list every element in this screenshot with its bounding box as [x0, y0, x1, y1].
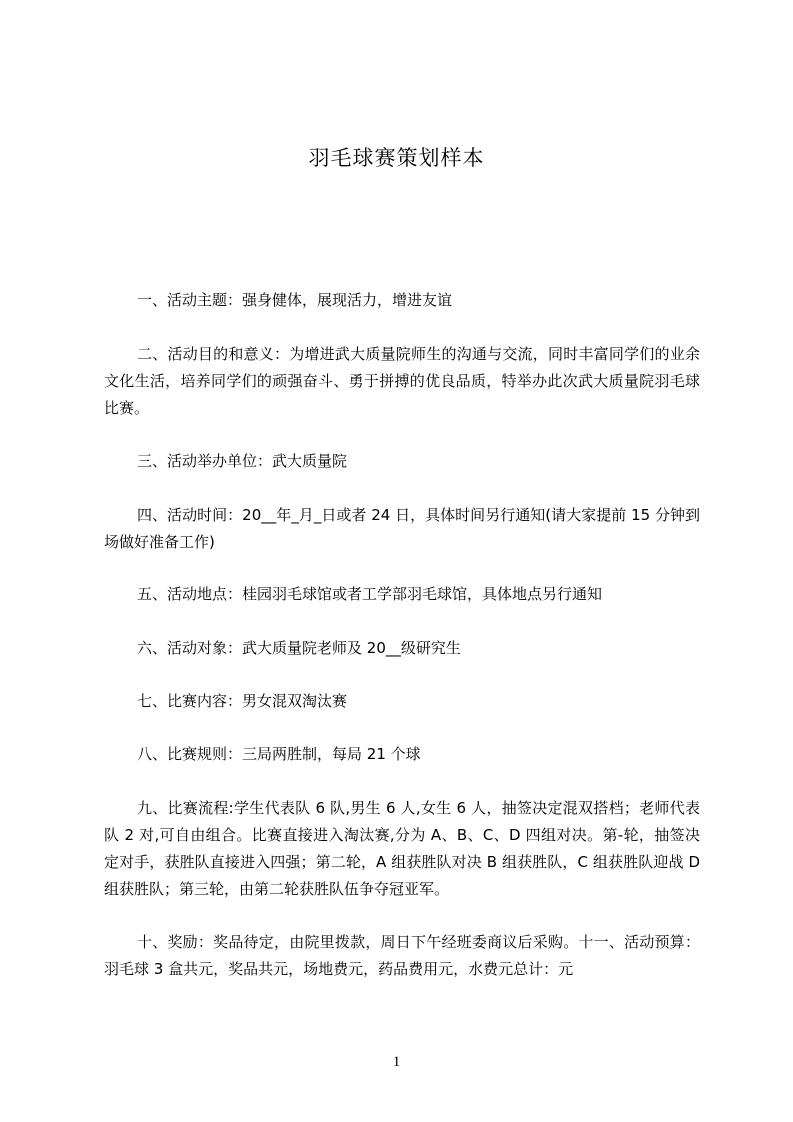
section-location: 五、活动地点：桂园羽毛球馆或者工学部羽毛球馆，具体地点另行通知	[137, 585, 603, 603]
section-participants: 六、活动对象：武大质量院老师及 20__级研究生	[137, 639, 461, 657]
page-number: 1	[392, 1054, 401, 1070]
section-activity-theme: 一、活动主题：强身健体，展现活力，增进友谊	[137, 291, 453, 309]
document-title: 羽毛球赛策划样本	[308, 146, 485, 170]
section-content: 七、比赛内容：男女混双淘汰赛	[137, 692, 348, 710]
section-time: 四、活动时间：20__年_月_日或者 24 日，具体时间另行通知(请大家提前 15 分钟到场做好准备工作)	[104, 506, 700, 551]
section-rules: 八、比赛规则：三局两胜制，每局 21 个球	[137, 745, 421, 763]
section-rewards-budget: 十、奖励：奖品待定，由院里拨款，周日下午经班委商议后采购。十一、活动预算：羽毛球 3 盒共元，奖品共元，场地费元，药品费用元，水费元总计：元	[104, 933, 700, 978]
section-organizer: 三、活动举办单位：武大质量院	[137, 452, 348, 470]
section-purpose: 二、活动目的和意义：为增进武大质量院师生的沟通与交流，同时丰富同学们的业余文化生活，培养同学们的顽强奋斗、勇于拼搏的优良品质，特举办此次武大质量院羽毛球比赛。	[104, 345, 700, 417]
section-process: 九、比赛流程:学生代表队 6 队,男生 6 人,女生 6 人，抽签决定混双搭档；老师代表队 2 对,可自由组合。比赛直接进入淘汰赛,分为 A、B、C、D 四组对决。第-轮，抽签决定对手，获胜队直接进入四强；第二轮，A 组获胜队对决 B 组获胜队，C 组获胜队迎战 D 组获胜队；第三轮，由第二轮获胜队伍争夺冠亚军。	[104, 799, 700, 898]
